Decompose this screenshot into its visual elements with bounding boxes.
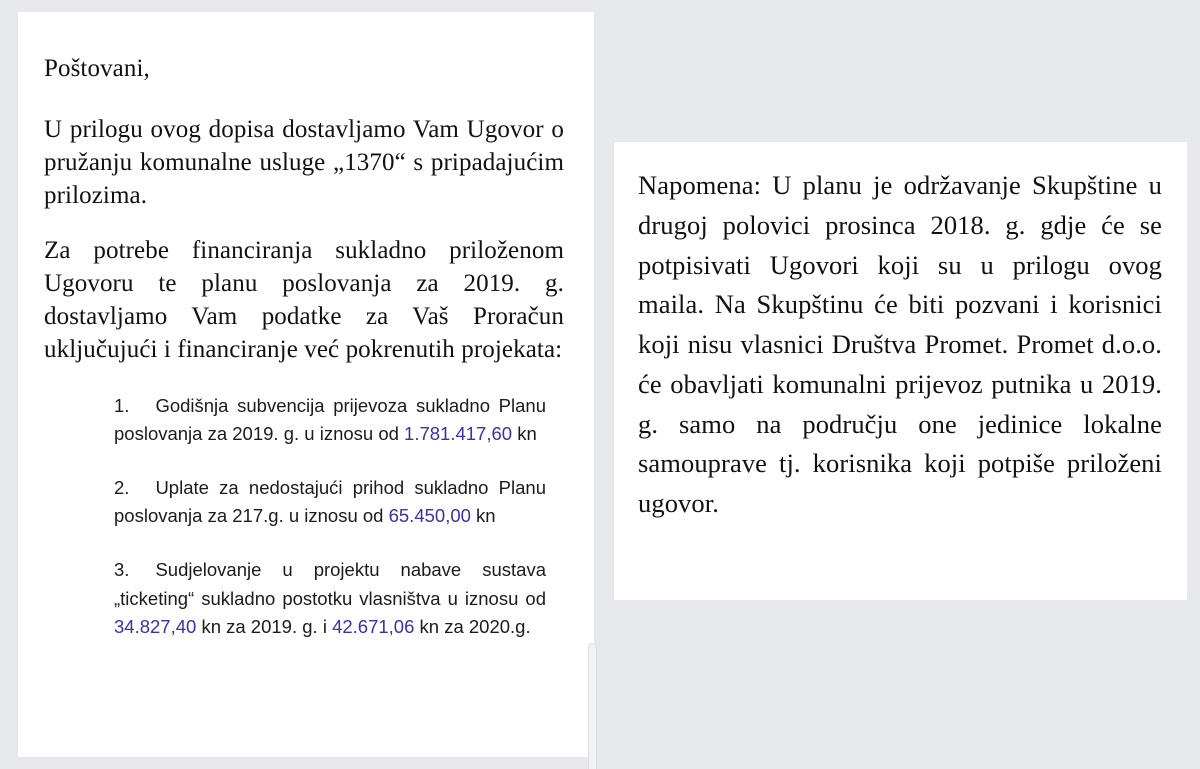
list-item xyxy=(114,474,546,530)
list-item-marker: 2. xyxy=(114,477,130,499)
note-panel xyxy=(614,142,1187,600)
note-paragraph: Napomena: U planu je održavanje Skupštine u drugoj polovici prosinca 2018. g. gdje će se potpisivati Ugovori koji su u prilogu ovog maila. Na Skupštinu će biti pozvani i korisnici koji nisu vlasnici Društva Promet. Promet d.o.o. će obavljati komunalni prijevoz putnika u 2019. g. samo na području one jedinice lokalne samouprave tj. korisnika koji potpiše priloženi ugovor. xyxy=(638,170,1162,518)
letter-paragraph-1: U prilogu ovog dopisa dostavljamo Vam Ugovor o pružanju komunalne usluge „1370“ s pripadajućim prilozima. xyxy=(44,116,564,209)
letter-paragraph-2: Za potrebe financiranja sukladno priloženom Ugovoru te planu poslovanja za 2019. g. dostavljamo Vam podatke za Vaš Proračun uključujući i financiranje već pokrenutih projekata: xyxy=(44,237,564,363)
list-item-text-middle: kn za 2019. g. i xyxy=(196,615,333,637)
list-item xyxy=(114,556,546,640)
list-item-text: Sudjelovanje u projektu nabave sustava „ticketing“ sukladno postotku vlasništva u iznosu od xyxy=(114,559,546,609)
list-item-currency: kn xyxy=(512,423,537,445)
vertical-scrollbar-thumb[interactable] xyxy=(588,643,597,769)
list-item-currency: kn za 2020.g. xyxy=(414,615,531,637)
funding-items-list xyxy=(44,392,564,641)
list-item xyxy=(114,392,546,448)
letter-document-panel xyxy=(18,12,594,757)
list-item-currency: kn xyxy=(470,505,496,527)
list-item-amount-secondary: 42.671,06 xyxy=(332,615,415,637)
list-item-amount: 34.827,40 xyxy=(114,615,197,637)
list-item-amount: 1.781.417,60 xyxy=(404,423,513,445)
letter-greeting: Poštovani, xyxy=(44,55,150,82)
list-item-text: Uplate za nedostajući prihod sukladno Planu poslovanja za 217.g. u iznosu od xyxy=(114,477,546,527)
list-item-amount: 65.450,00 xyxy=(388,505,471,527)
list-item-marker: 1. xyxy=(114,395,130,416)
list-item-marker: 3. xyxy=(114,559,130,581)
list-item-text: Godišnja subvencija prijevoza sukladno Planu poslovanja za 2019. g. u iznosu od xyxy=(114,395,546,445)
